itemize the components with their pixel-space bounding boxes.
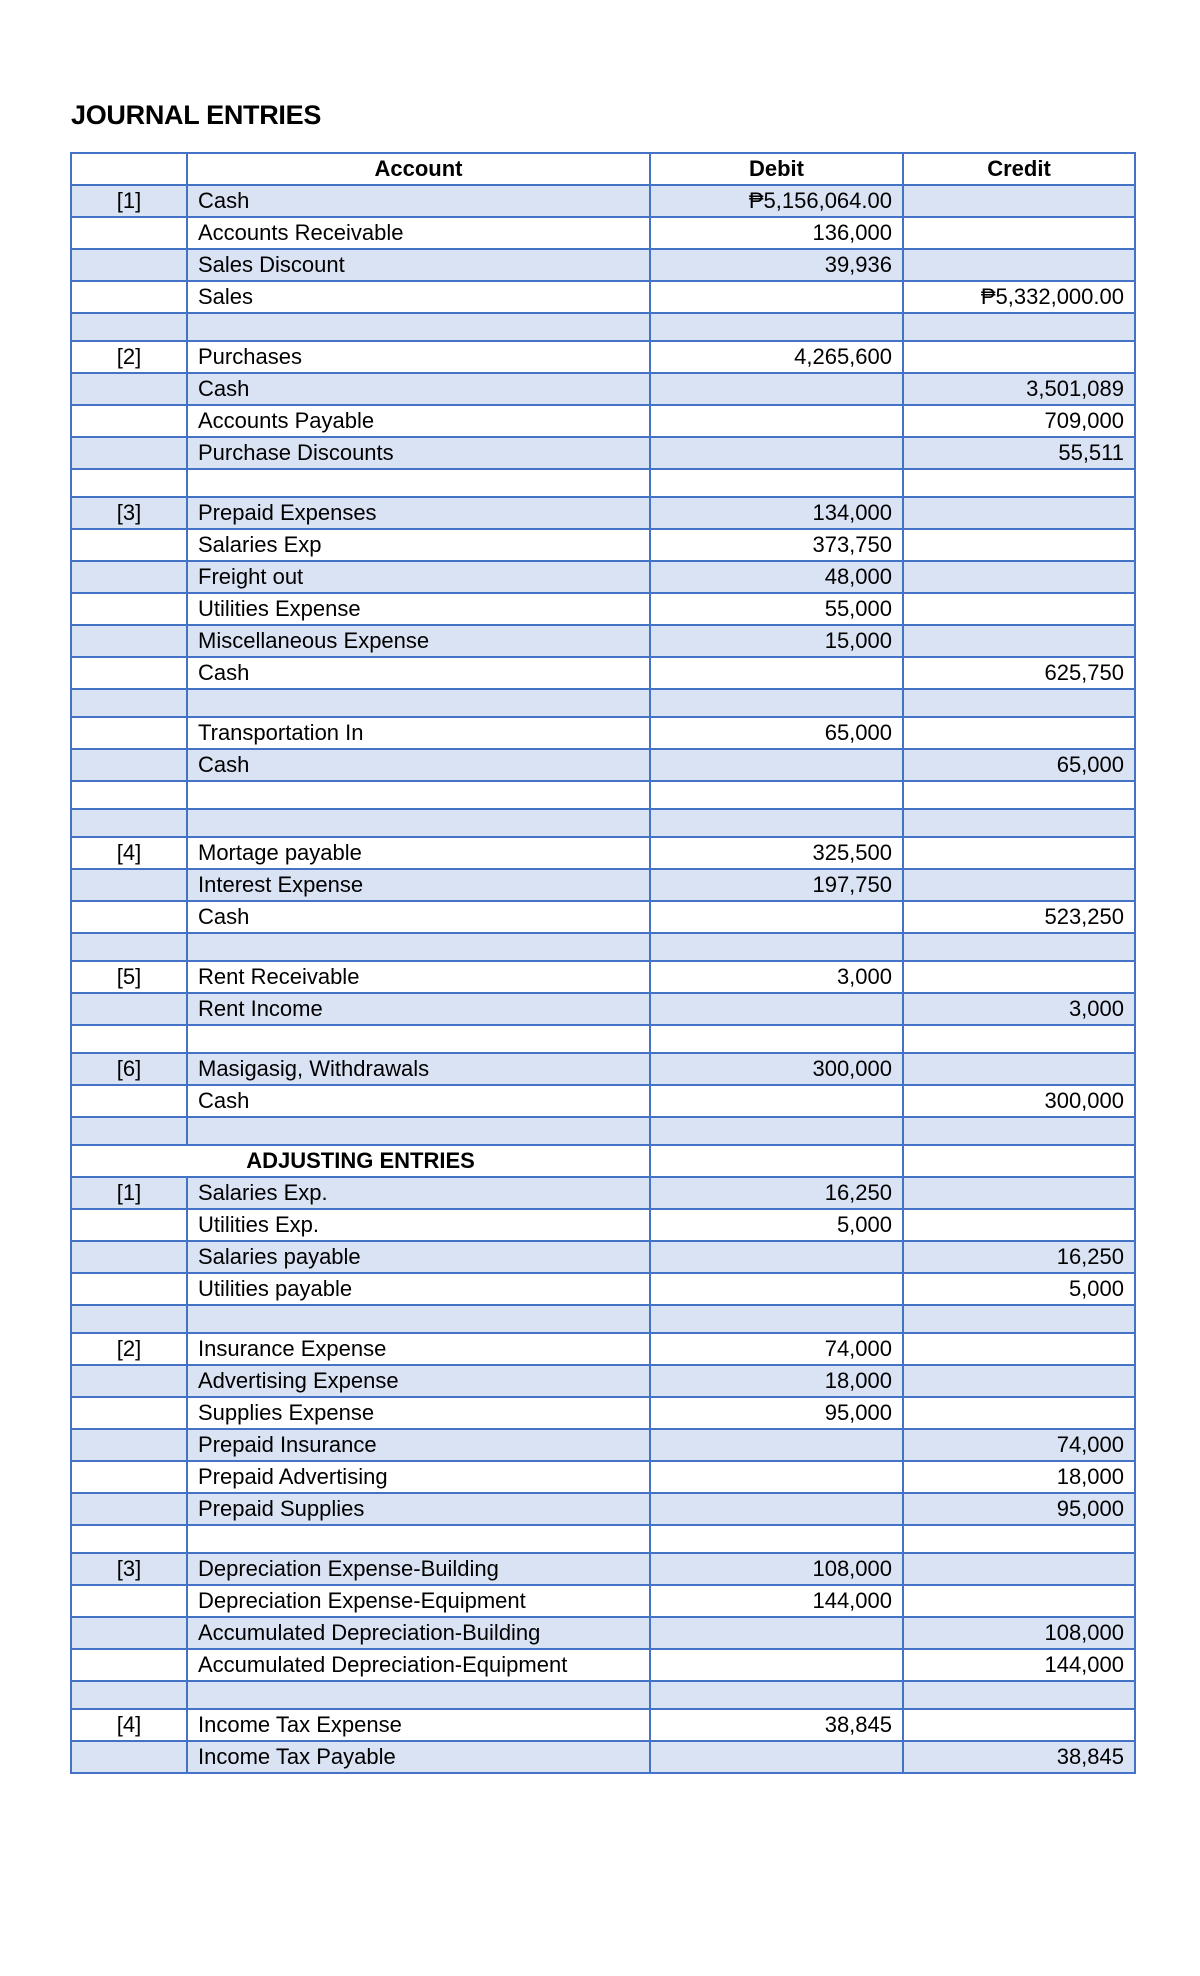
account-cell xyxy=(187,313,650,341)
entry-ref-cell xyxy=(71,593,187,625)
credit-cell: 95,000 xyxy=(903,1493,1135,1525)
header-ref xyxy=(71,153,187,185)
account-cell: Interest Expense xyxy=(187,869,650,901)
debit-cell xyxy=(650,993,903,1025)
credit-cell: 18,000 xyxy=(903,1461,1135,1493)
entry-ref-cell xyxy=(71,1241,187,1273)
spacer-row xyxy=(71,933,1135,961)
account-cell: Purchases xyxy=(187,341,650,373)
credit-cell: 300,000 xyxy=(903,1085,1135,1117)
spacer-row xyxy=(71,1681,1135,1709)
table-row xyxy=(71,1493,1135,1525)
account-cell: Transportation In xyxy=(187,717,650,749)
table-row xyxy=(71,1585,1135,1617)
debit-cell xyxy=(650,1617,903,1649)
credit-cell xyxy=(903,593,1135,625)
table-row xyxy=(71,717,1135,749)
page-title: JOURNAL ENTRIES xyxy=(71,100,322,130)
credit-cell xyxy=(903,837,1135,869)
table-row xyxy=(71,593,1135,625)
ref-cell xyxy=(71,1681,187,1709)
debit-cell xyxy=(650,437,903,469)
debit-cell: 16,250 xyxy=(650,1177,903,1209)
entry-ref-cell xyxy=(71,1085,187,1117)
ref-cell xyxy=(71,689,187,717)
debit-cell xyxy=(650,1525,903,1553)
debit-cell: 3,000 xyxy=(650,961,903,993)
entry-ref-cell xyxy=(71,1365,187,1397)
credit-cell: 144,000 xyxy=(903,1649,1135,1681)
ref-cell xyxy=(71,313,187,341)
credit-cell xyxy=(903,313,1135,341)
journal-table xyxy=(70,152,1136,1774)
spacer-row xyxy=(71,469,1135,497)
header-row xyxy=(71,153,1135,185)
debit-cell: 48,000 xyxy=(650,561,903,593)
credit-cell: 625,750 xyxy=(903,657,1135,689)
table-row xyxy=(71,497,1135,529)
entry-ref-cell xyxy=(71,1585,187,1617)
table-row xyxy=(71,837,1135,869)
credit-cell: 709,000 xyxy=(903,405,1135,437)
ref-cell xyxy=(71,469,187,497)
debit-cell: 300,000 xyxy=(650,1053,903,1085)
section-heading: ADJUSTING ENTRIES xyxy=(71,1145,650,1177)
credit-cell xyxy=(903,497,1135,529)
table-row xyxy=(71,1709,1135,1741)
entry-ref-cell xyxy=(71,901,187,933)
table-row xyxy=(71,1241,1135,1273)
account-cell: Cash xyxy=(187,749,650,781)
debit-cell xyxy=(650,1117,903,1145)
header-account: Account xyxy=(187,153,650,185)
entry-ref-cell: [5] xyxy=(71,961,187,993)
debit-cell: 144,000 xyxy=(650,1585,903,1617)
table-row xyxy=(71,901,1135,933)
credit-cell xyxy=(903,961,1135,993)
debit-cell: ₱5,156,064.00 xyxy=(650,185,903,217)
ref-cell xyxy=(71,1305,187,1333)
credit-cell xyxy=(903,1305,1135,1333)
entry-ref-cell: [3] xyxy=(71,1553,187,1585)
table-row xyxy=(71,1397,1135,1429)
debit-cell xyxy=(650,1649,903,1681)
table-row xyxy=(71,341,1135,373)
debit-cell xyxy=(650,1493,903,1525)
entry-ref-cell: [1] xyxy=(71,185,187,217)
table-row xyxy=(71,1365,1135,1397)
account-cell: Sales Discount xyxy=(187,249,650,281)
debit-cell xyxy=(650,809,903,837)
debit-cell: 373,750 xyxy=(650,529,903,561)
credit-cell: 5,000 xyxy=(903,1273,1135,1305)
ref-cell xyxy=(71,1117,187,1145)
table-row xyxy=(71,249,1135,281)
ref-cell xyxy=(71,809,187,837)
account-cell: Cash xyxy=(187,901,650,933)
entry-ref-cell xyxy=(71,1493,187,1525)
credit-cell: ₱5,332,000.00 xyxy=(903,281,1135,313)
account-cell: Sales xyxy=(187,281,650,313)
account-cell: Miscellaneous Expense xyxy=(187,625,650,657)
account-cell: Utilities Exp. xyxy=(187,1209,650,1241)
account-cell xyxy=(187,1117,650,1145)
credit-cell xyxy=(903,1585,1135,1617)
account-cell: Insurance Expense xyxy=(187,1333,650,1365)
entry-ref-cell xyxy=(71,373,187,405)
debit-cell: 5,000 xyxy=(650,1209,903,1241)
debit-cell: 15,000 xyxy=(650,625,903,657)
account-cell xyxy=(187,1681,650,1709)
ref-cell xyxy=(71,1025,187,1053)
debit-cell: 18,000 xyxy=(650,1365,903,1397)
debit-cell: 136,000 xyxy=(650,217,903,249)
debit-cell xyxy=(650,1085,903,1117)
debit-cell xyxy=(650,373,903,405)
credit-cell: 16,250 xyxy=(903,1241,1135,1273)
credit-cell: 74,000 xyxy=(903,1429,1135,1461)
debit-cell: 65,000 xyxy=(650,717,903,749)
credit-cell xyxy=(903,529,1135,561)
account-cell: Masigasig, Withdrawals xyxy=(187,1053,650,1085)
debit-cell: 95,000 xyxy=(650,1397,903,1429)
spacer-row xyxy=(71,1025,1135,1053)
entry-ref-cell: [3] xyxy=(71,497,187,529)
credit-cell xyxy=(903,249,1135,281)
account-cell: Salaries Exp. xyxy=(187,1177,650,1209)
account-cell: Accumulated Depreciation-Building xyxy=(187,1617,650,1649)
table-row xyxy=(71,373,1135,405)
entry-ref-cell xyxy=(71,249,187,281)
account-cell: Purchase Discounts xyxy=(187,437,650,469)
ref-cell xyxy=(71,1525,187,1553)
table-row xyxy=(71,281,1135,313)
account-cell: Accounts Payable xyxy=(187,405,650,437)
entry-ref-cell: [1] xyxy=(71,1177,187,1209)
debit-cell xyxy=(650,1461,903,1493)
ref-cell xyxy=(71,933,187,961)
debit-cell: 108,000 xyxy=(650,1553,903,1585)
account-cell: Salaries payable xyxy=(187,1241,650,1273)
debit-cell xyxy=(650,1741,903,1773)
account-cell: Utilities Expense xyxy=(187,593,650,625)
entry-ref-cell: [2] xyxy=(71,341,187,373)
table-row xyxy=(71,217,1135,249)
account-cell: Depreciation Expense-Building xyxy=(187,1553,650,1585)
account-cell: Depreciation Expense-Equipment xyxy=(187,1585,650,1617)
table-row xyxy=(71,749,1135,781)
entry-ref-cell xyxy=(71,1649,187,1681)
account-cell: Cash xyxy=(187,1085,650,1117)
table-row xyxy=(71,185,1135,217)
entry-ref-cell xyxy=(71,1461,187,1493)
credit-cell: 3,501,089 xyxy=(903,373,1135,405)
debit-cell xyxy=(650,1145,903,1177)
debit-cell: 197,750 xyxy=(650,869,903,901)
ref-cell xyxy=(71,781,187,809)
table-row xyxy=(71,961,1135,993)
table-row xyxy=(71,405,1135,437)
debit-cell xyxy=(650,1681,903,1709)
spacer-row xyxy=(71,809,1135,837)
entry-ref-cell xyxy=(71,717,187,749)
credit-cell xyxy=(903,1709,1135,1741)
credit-cell xyxy=(903,869,1135,901)
table-row xyxy=(71,1553,1135,1585)
debit-cell xyxy=(650,657,903,689)
credit-cell: 65,000 xyxy=(903,749,1135,781)
account-cell: Accounts Receivable xyxy=(187,217,650,249)
spacer-row xyxy=(71,313,1135,341)
entry-ref-cell xyxy=(71,561,187,593)
credit-cell xyxy=(903,561,1135,593)
account-cell xyxy=(187,1525,650,1553)
entry-ref-cell xyxy=(71,1617,187,1649)
table-row xyxy=(71,1429,1135,1461)
credit-cell: 38,845 xyxy=(903,1741,1135,1773)
entry-ref-cell xyxy=(71,1209,187,1241)
credit-cell xyxy=(903,781,1135,809)
entry-ref-cell xyxy=(71,1273,187,1305)
account-cell: Prepaid Insurance xyxy=(187,1429,650,1461)
debit-cell: 325,500 xyxy=(650,837,903,869)
account-cell xyxy=(187,469,650,497)
credit-cell xyxy=(903,1025,1135,1053)
credit-cell: 3,000 xyxy=(903,993,1135,1025)
table-row xyxy=(71,1461,1135,1493)
spacer-row xyxy=(71,1305,1135,1333)
table-row xyxy=(71,1209,1135,1241)
account-cell xyxy=(187,1305,650,1333)
credit-cell xyxy=(903,217,1135,249)
account-cell xyxy=(187,933,650,961)
credit-cell xyxy=(903,689,1135,717)
credit-cell xyxy=(903,933,1135,961)
account-cell xyxy=(187,1025,650,1053)
credit-cell xyxy=(903,1365,1135,1397)
credit-cell xyxy=(903,625,1135,657)
account-cell: Income Tax Payable xyxy=(187,1741,650,1773)
debit-cell: 134,000 xyxy=(650,497,903,529)
account-cell: Accumulated Depreciation-Equipment xyxy=(187,1649,650,1681)
table-row xyxy=(71,1177,1135,1209)
debit-cell: 4,265,600 xyxy=(650,341,903,373)
credit-cell xyxy=(903,1145,1135,1177)
debit-cell xyxy=(650,689,903,717)
credit-cell: 523,250 xyxy=(903,901,1135,933)
entry-ref-cell xyxy=(71,749,187,781)
spacer-row xyxy=(71,1117,1135,1145)
account-cell: Cash xyxy=(187,185,650,217)
debit-cell xyxy=(650,1025,903,1053)
entry-ref-cell xyxy=(71,405,187,437)
credit-cell xyxy=(903,1209,1135,1241)
entry-ref-cell: [2] xyxy=(71,1333,187,1365)
spacer-row xyxy=(71,1525,1135,1553)
debit-cell xyxy=(650,281,903,313)
credit-cell xyxy=(903,469,1135,497)
debit-cell xyxy=(650,1429,903,1461)
account-cell: Cash xyxy=(187,373,650,405)
entry-ref-cell xyxy=(71,529,187,561)
table-row xyxy=(71,561,1135,593)
credit-cell xyxy=(903,1117,1135,1145)
table-row xyxy=(71,1617,1135,1649)
debit-cell xyxy=(650,469,903,497)
entry-ref-cell xyxy=(71,217,187,249)
debit-cell: 39,936 xyxy=(650,249,903,281)
credit-cell xyxy=(903,1553,1135,1585)
debit-cell: 38,845 xyxy=(650,1709,903,1741)
account-cell: Mortage payable xyxy=(187,837,650,869)
spacer-row xyxy=(71,689,1135,717)
account-cell: Prepaid Expenses xyxy=(187,497,650,529)
table-row xyxy=(71,1273,1135,1305)
table-row xyxy=(71,1053,1135,1085)
debit-cell xyxy=(650,405,903,437)
entry-ref-cell xyxy=(71,437,187,469)
entry-ref-cell xyxy=(71,869,187,901)
table-row xyxy=(71,657,1135,689)
debit-cell: 74,000 xyxy=(650,1333,903,1365)
credit-cell xyxy=(903,1333,1135,1365)
credit-cell xyxy=(903,1525,1135,1553)
credit-cell xyxy=(903,185,1135,217)
entry-ref-cell xyxy=(71,1741,187,1773)
debit-cell xyxy=(650,933,903,961)
debit-cell xyxy=(650,1273,903,1305)
header-credit: Credit xyxy=(903,153,1135,185)
debit-cell: 55,000 xyxy=(650,593,903,625)
account-cell: Cash xyxy=(187,657,650,689)
account-cell: Supplies Expense xyxy=(187,1397,650,1429)
account-cell: Rent Receivable xyxy=(187,961,650,993)
entry-ref-cell xyxy=(71,657,187,689)
entry-ref-cell xyxy=(71,625,187,657)
table-row xyxy=(71,529,1135,561)
table-row xyxy=(71,1333,1135,1365)
account-cell: Utilities payable xyxy=(187,1273,650,1305)
entry-ref-cell xyxy=(71,281,187,313)
debit-cell xyxy=(650,1305,903,1333)
entry-ref-cell: [4] xyxy=(71,837,187,869)
account-cell xyxy=(187,781,650,809)
entry-ref-cell xyxy=(71,1397,187,1429)
entry-ref-cell xyxy=(71,993,187,1025)
account-cell: Prepaid Supplies xyxy=(187,1493,650,1525)
table-row xyxy=(71,1649,1135,1681)
credit-cell xyxy=(903,717,1135,749)
debit-cell xyxy=(650,901,903,933)
debit-cell xyxy=(650,313,903,341)
credit-cell xyxy=(903,809,1135,837)
table-row xyxy=(71,1741,1135,1773)
account-cell: Prepaid Advertising xyxy=(187,1461,650,1493)
credit-cell: 108,000 xyxy=(903,1617,1135,1649)
account-cell xyxy=(187,809,650,837)
account-cell xyxy=(187,689,650,717)
account-cell: Advertising Expense xyxy=(187,1365,650,1397)
credit-cell xyxy=(903,1177,1135,1209)
entry-ref-cell xyxy=(71,1429,187,1461)
section-row xyxy=(71,1145,1135,1177)
credit-cell xyxy=(903,1053,1135,1085)
credit-cell: 55,511 xyxy=(903,437,1135,469)
account-cell: Salaries Exp xyxy=(187,529,650,561)
debit-cell xyxy=(650,781,903,809)
spacer-row xyxy=(71,781,1135,809)
credit-cell xyxy=(903,1681,1135,1709)
entry-ref-cell: [6] xyxy=(71,1053,187,1085)
table-row xyxy=(71,1085,1135,1117)
table-row xyxy=(71,869,1135,901)
account-cell: Rent Income xyxy=(187,993,650,1025)
table-row xyxy=(71,625,1135,657)
credit-cell xyxy=(903,341,1135,373)
table-row xyxy=(71,437,1135,469)
header-debit: Debit xyxy=(650,153,903,185)
account-cell: Income Tax Expense xyxy=(187,1709,650,1741)
entry-ref-cell: [4] xyxy=(71,1709,187,1741)
table-row xyxy=(71,993,1135,1025)
account-cell: Freight out xyxy=(187,561,650,593)
debit-cell xyxy=(650,749,903,781)
credit-cell xyxy=(903,1397,1135,1429)
debit-cell xyxy=(650,1241,903,1273)
